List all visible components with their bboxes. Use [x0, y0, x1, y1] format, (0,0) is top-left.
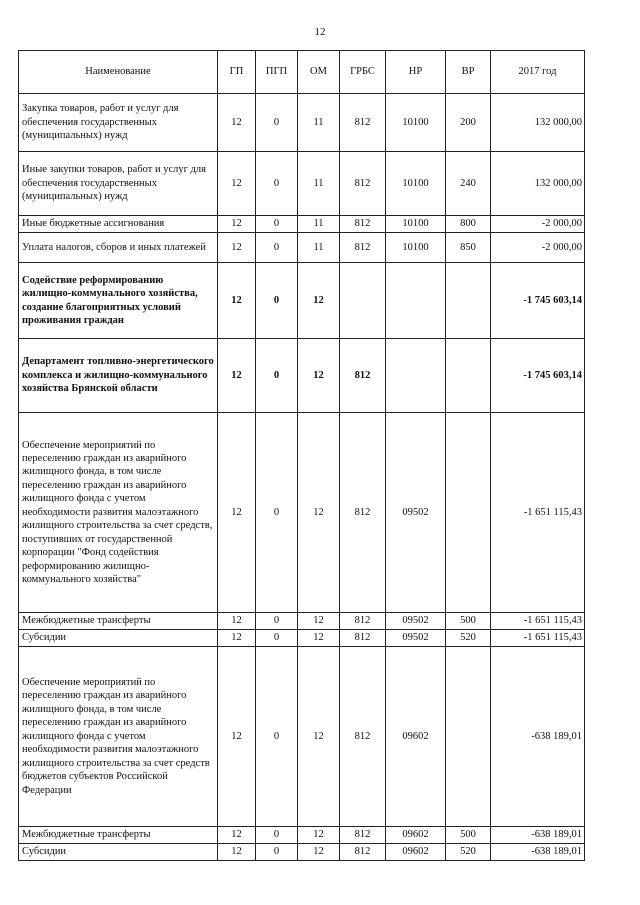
row-amount: -638 189,01 — [491, 844, 585, 861]
row-grbs: 812 — [340, 647, 386, 827]
row-name: Департамент топливно-энергетического комплекса и жилищно-коммунального хозяйства Брянской области — [19, 339, 218, 413]
row-gp: 12 — [218, 413, 256, 613]
table-row — [19, 233, 585, 263]
row-gp: 12 — [218, 630, 256, 647]
row-om: 12 — [298, 339, 340, 413]
row-name: Иные закупки товаров, работ и услуг для обеспечения государственных (муниципальных) нужд — [19, 152, 218, 216]
row-nr: 09602 — [386, 647, 446, 827]
table-row — [19, 844, 585, 861]
row-pgp: 0 — [256, 647, 298, 827]
row-om: 12 — [298, 647, 340, 827]
row-nr: 09602 — [386, 827, 446, 844]
row-pgp: 0 — [256, 413, 298, 613]
row-grbs: 812 — [340, 152, 386, 216]
row-grbs — [340, 263, 386, 339]
header-om: ОМ — [298, 51, 340, 94]
table-row — [19, 216, 585, 233]
row-om: 12 — [298, 413, 340, 613]
row-pgp: 0 — [256, 233, 298, 263]
row-grbs: 812 — [340, 413, 386, 613]
header-gp: ГП — [218, 51, 256, 94]
row-nr: 09502 — [386, 630, 446, 647]
header-year: 2017 год — [491, 51, 585, 94]
budget-table — [18, 50, 585, 861]
row-vr: 800 — [446, 216, 491, 233]
row-nr — [386, 263, 446, 339]
row-om: 11 — [298, 233, 340, 263]
row-pgp: 0 — [256, 216, 298, 233]
row-gp: 12 — [218, 827, 256, 844]
row-om: 11 — [298, 94, 340, 152]
row-gp: 12 — [218, 339, 256, 413]
row-nr: 09502 — [386, 613, 446, 630]
row-name: Субсидии — [19, 844, 218, 861]
table-row — [19, 152, 585, 216]
table-row — [19, 339, 585, 413]
row-name: Межбюджетные трансферты — [19, 613, 218, 630]
row-amount: -2 000,00 — [491, 233, 585, 263]
table-body — [19, 94, 585, 861]
row-vr: 200 — [446, 94, 491, 152]
row-gp: 12 — [218, 263, 256, 339]
row-pgp: 0 — [256, 844, 298, 861]
row-pgp: 0 — [256, 827, 298, 844]
table-row — [19, 263, 585, 339]
row-vr: 240 — [446, 152, 491, 216]
header-nr: НР — [386, 51, 446, 94]
table-row — [19, 94, 585, 152]
row-pgp: 0 — [256, 94, 298, 152]
row-grbs: 812 — [340, 216, 386, 233]
row-vr — [446, 647, 491, 827]
row-vr — [446, 263, 491, 339]
row-om: 11 — [298, 216, 340, 233]
row-gp: 12 — [218, 152, 256, 216]
table-row — [19, 647, 585, 827]
row-pgp: 0 — [256, 152, 298, 216]
row-gp: 12 — [218, 94, 256, 152]
page-number: 12 — [314, 26, 326, 38]
row-om: 12 — [298, 263, 340, 339]
row-amount: 132 000,00 — [491, 94, 585, 152]
row-nr: 09602 — [386, 844, 446, 861]
row-grbs: 812 — [340, 94, 386, 152]
row-nr: 09502 — [386, 413, 446, 613]
row-name: Закупка товаров, работ и услуг для обеспечения государственных (муниципальных) нужд — [19, 94, 218, 152]
row-om: 12 — [298, 827, 340, 844]
row-nr — [386, 339, 446, 413]
row-grbs: 812 — [340, 233, 386, 263]
table-row — [19, 413, 585, 613]
row-nr: 10100 — [386, 233, 446, 263]
header-vr: ВР — [446, 51, 491, 94]
row-nr: 10100 — [386, 152, 446, 216]
row-grbs: 812 — [340, 613, 386, 630]
row-pgp: 0 — [256, 613, 298, 630]
row-gp: 12 — [218, 647, 256, 827]
row-vr: 520 — [446, 630, 491, 647]
header-grbs: ГРБС — [340, 51, 386, 94]
row-grbs: 812 — [340, 630, 386, 647]
row-amount: 132 000,00 — [491, 152, 585, 216]
row-amount: -638 189,01 — [491, 647, 585, 827]
row-amount: -1 651 115,43 — [491, 613, 585, 630]
row-om: 11 — [298, 152, 340, 216]
row-amount: -1 745 603,14 — [491, 339, 585, 413]
header-pgp: ПГП — [256, 51, 298, 94]
row-vr — [446, 413, 491, 613]
row-name: Содействие реформированию жилищно-коммунального хозяйства, создание благоприятных условий проживания граждан — [19, 263, 218, 339]
row-name: Субсидии — [19, 630, 218, 647]
row-gp: 12 — [218, 613, 256, 630]
row-gp: 12 — [218, 216, 256, 233]
table-row — [19, 827, 585, 844]
row-vr — [446, 339, 491, 413]
row-vr: 500 — [446, 827, 491, 844]
row-nr: 10100 — [386, 216, 446, 233]
table-row — [19, 613, 585, 630]
row-pgp: 0 — [256, 263, 298, 339]
header-row — [19, 51, 585, 94]
row-gp: 12 — [218, 233, 256, 263]
row-vr: 500 — [446, 613, 491, 630]
row-om: 12 — [298, 613, 340, 630]
row-vr: 520 — [446, 844, 491, 861]
row-pgp: 0 — [256, 339, 298, 413]
row-grbs: 812 — [340, 827, 386, 844]
row-amount: -1 651 115,43 — [491, 413, 585, 613]
row-grbs: 812 — [340, 844, 386, 861]
row-gp: 12 — [218, 844, 256, 861]
row-om: 12 — [298, 844, 340, 861]
row-nr: 10100 — [386, 94, 446, 152]
header-name: Наименование — [19, 51, 218, 94]
row-name: Уплата налогов, сборов и иных платежей — [19, 233, 218, 263]
table-row — [19, 630, 585, 647]
row-amount: -638 189,01 — [491, 827, 585, 844]
row-name: Обеспечение мероприятий по переселению граждан из аварийного жилищного фонда, в том числе переселению граждан из аварийного жилищного фонда с учетом необходимости развития малоэтажного жилищного строительства за счет средств бюджетов субъектов Российской Федерации — [19, 647, 218, 827]
row-name: Обеспечение мероприятий по переселению граждан из аварийного жилищного фонда, в том числе переселению граждан из аварийного жилищного фонда с учетом необходимости развития малоэтажного жилищного строительства за счет средств, поступивших от государственной корпорации "Фонд содействия реформированию жилищно-коммунального хозяйства" — [19, 413, 218, 613]
row-om: 12 — [298, 630, 340, 647]
row-amount: -1 651 115,43 — [491, 630, 585, 647]
row-name: Межбюджетные трансферты — [19, 827, 218, 844]
row-amount: -1 745 603,14 — [491, 263, 585, 339]
row-grbs: 812 — [340, 339, 386, 413]
row-name: Иные бюджетные ассигнования — [19, 216, 218, 233]
row-vr: 850 — [446, 233, 491, 263]
row-amount: -2 000,00 — [491, 216, 585, 233]
row-pgp: 0 — [256, 630, 298, 647]
